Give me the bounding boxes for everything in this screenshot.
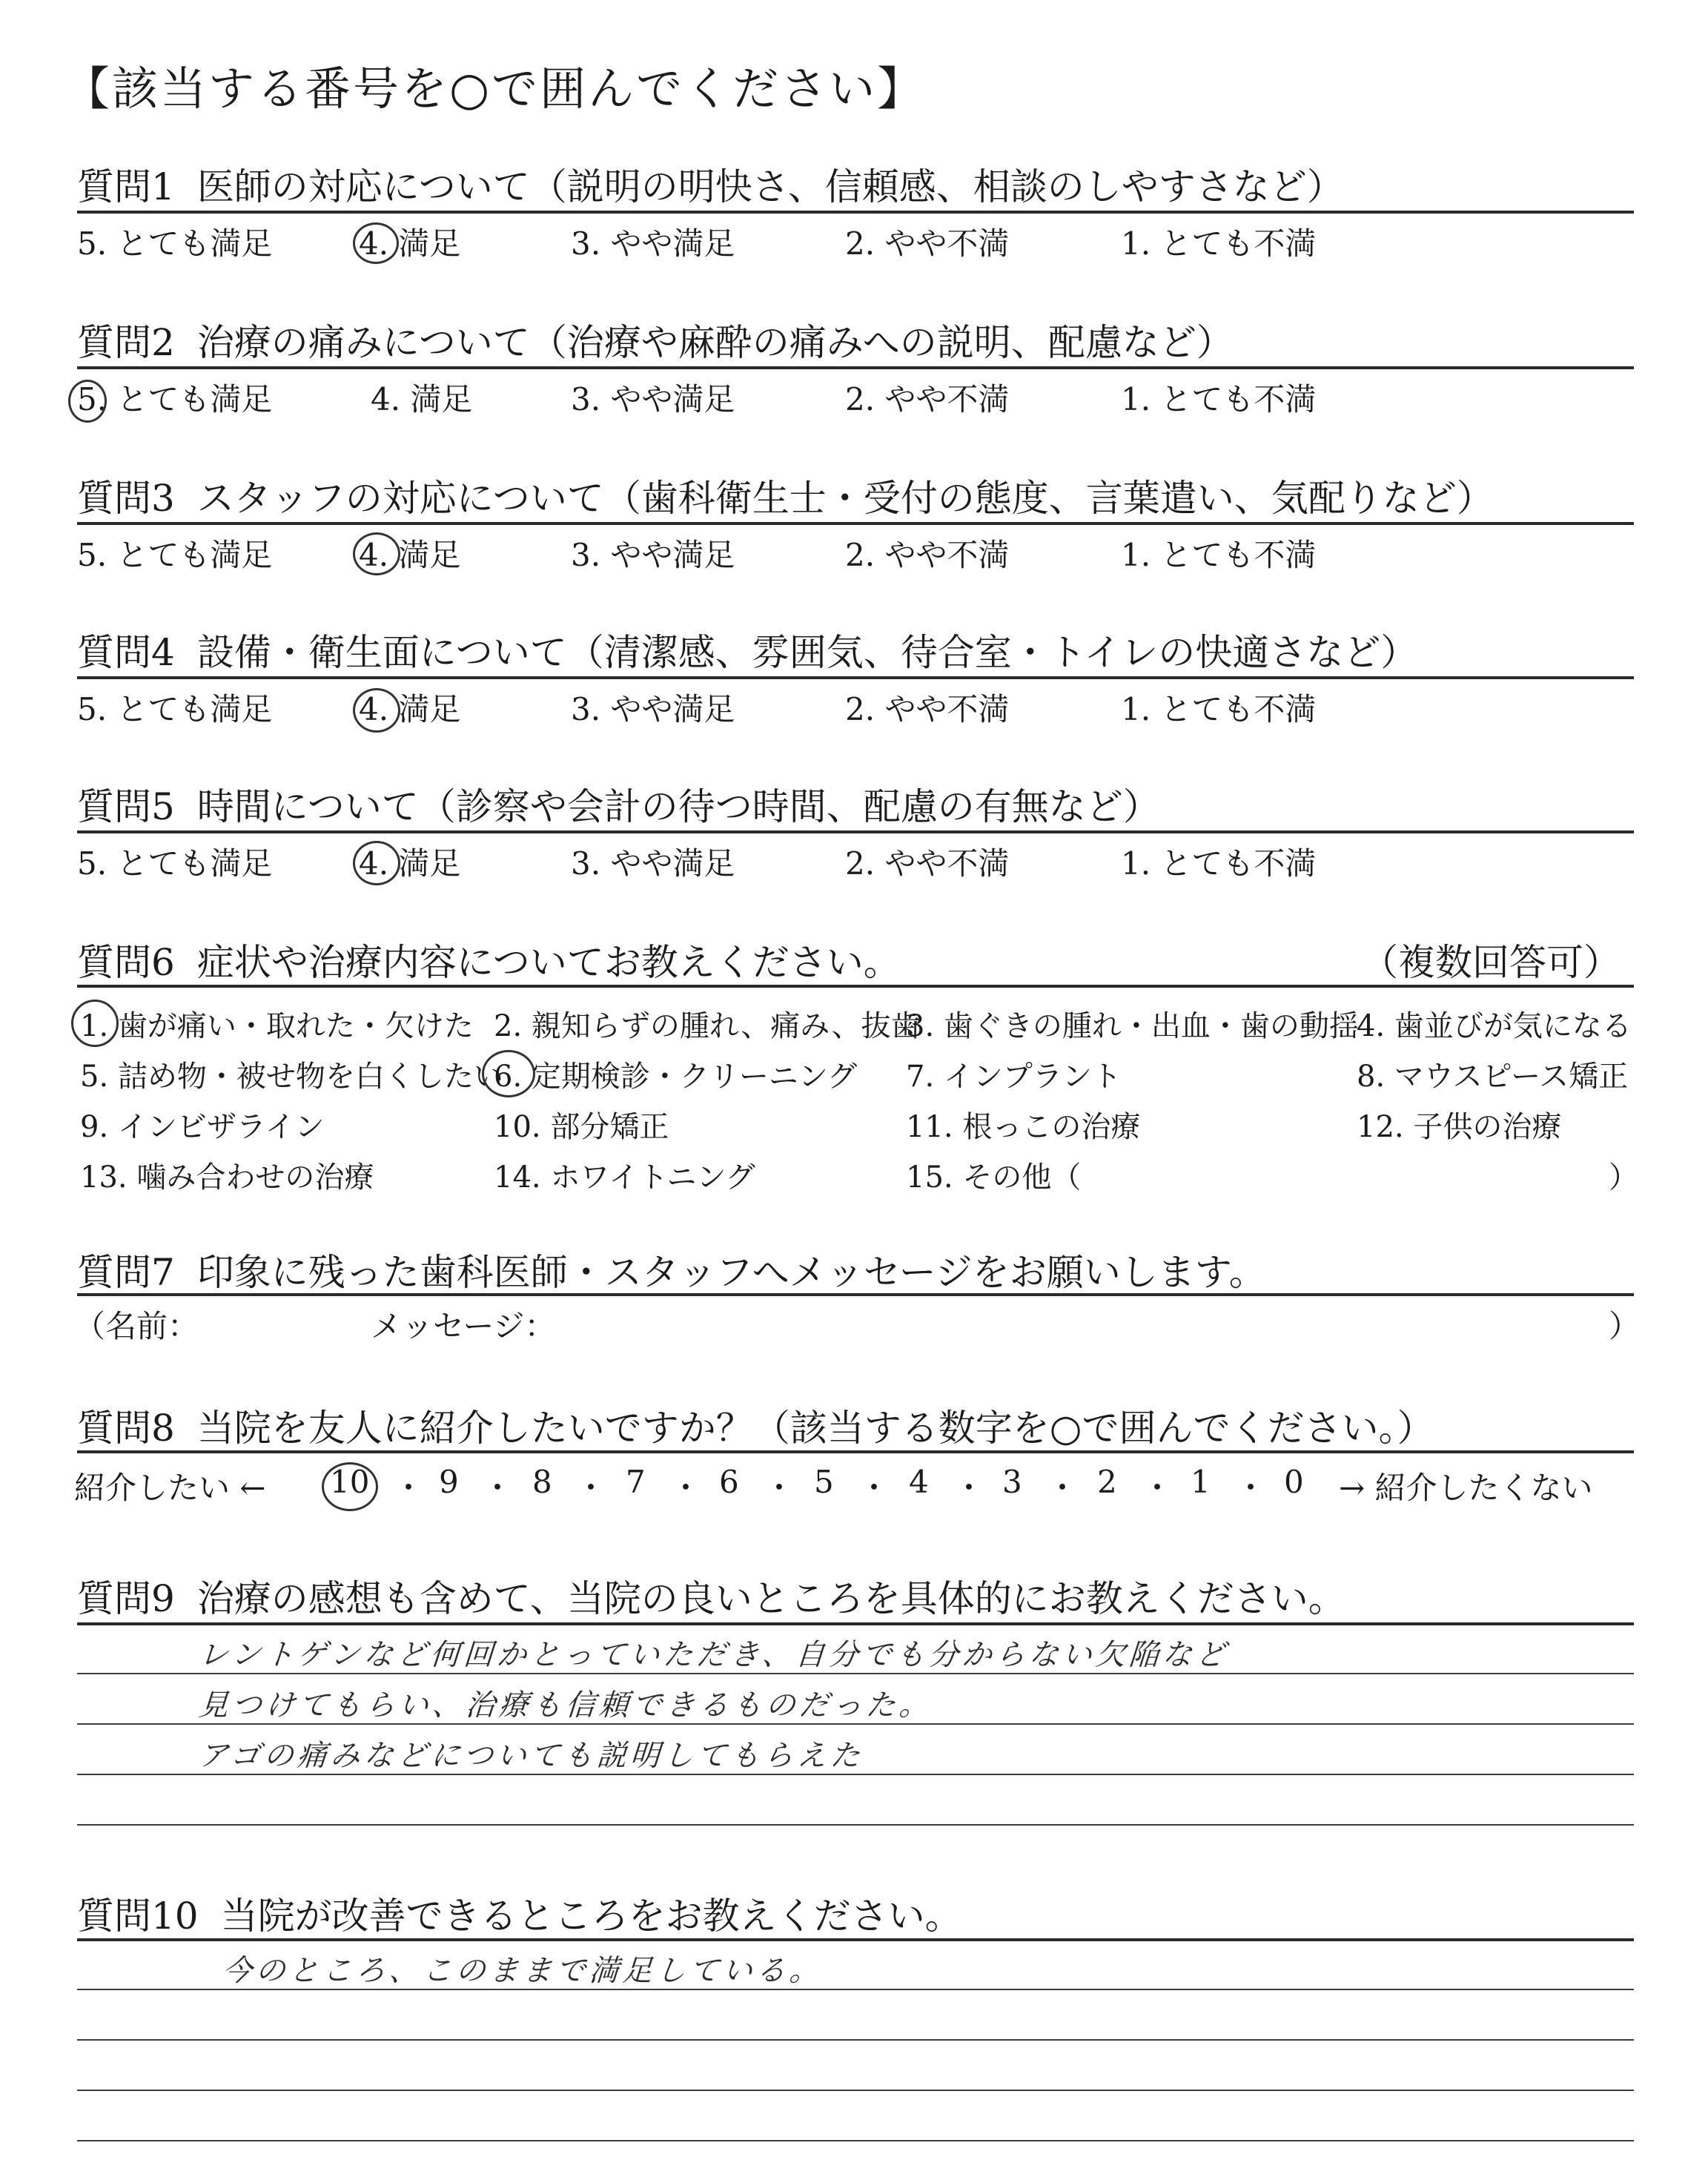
score-2[interactable]: 2 [1097,1464,1117,1500]
divider [77,1450,1634,1453]
option-2[interactable]: 2. やや不満 [845,225,1010,262]
option-4[interactable]: 4. 満足 [371,381,473,417]
symptom-option[interactable]: 5. 詰め物・被せ物を白くしたい [80,1060,503,1094]
handwritten-circle-icon [353,222,399,264]
option-1[interactable]: 1. とても不満 [1121,381,1317,417]
question-text: 当院が改善できるところをお教えください。 [220,1895,962,1938]
handwritten-circle-icon [68,380,107,423]
option-5[interactable]: 5. とても満足 [77,225,273,262]
symptom-option[interactable]: 11. 根っこの治療 [906,1110,1141,1144]
option-3[interactable]: 3. やや満足 [571,845,735,882]
option-5[interactable]: 5. とても満足 [77,537,273,573]
option-3[interactable]: 3. やや満足 [571,225,735,262]
score-separator: ・ [858,1470,890,1506]
handwritten-circle-icon [353,532,400,575]
symptom-option[interactable]: 2. 親知らずの腫れ、痛み、抜歯 [494,1009,921,1043]
question-label: 質問6 [77,941,175,984]
symptom-option[interactable]: 9. インビザライン [80,1110,325,1144]
question-text: 時間について（診察や会計の待つ時間、配慮の有無など） [196,785,1160,828]
symptom-option[interactable]: 1. 歯が痛い・取れた・欠けた [80,1009,474,1043]
handwritten-circle-icon [71,1000,119,1047]
symptom-option[interactable]: 3. 歯ぐきの腫れ・出血・歯の動揺 [906,1009,1359,1043]
symptom-option[interactable]: 10. 部分矯正 [494,1110,669,1144]
score-separator: ・ [482,1470,514,1506]
score-4[interactable]: 4 [909,1464,929,1500]
score-6[interactable]: 6 [719,1464,739,1500]
recommend-label: 紹介したい ← [74,1470,266,1506]
score-7[interactable]: 7 [626,1464,646,1500]
question-text: 医師の対応について（説明の明快さ、信頼感、相談のしやすさなど） [196,165,1344,208]
handwritten-circle-icon [353,688,400,733]
score-8[interactable]: 8 [532,1464,552,1500]
question-label: 質問1 [77,165,175,208]
question-text: スタッフの対応について（歯科衛生士・受付の態度、言葉遣い、気配りなど） [196,477,1494,520]
score-9[interactable]: 9 [439,1464,459,1500]
score-0[interactable]: 0 [1284,1464,1304,1500]
score-separator: ・ [1047,1470,1079,1506]
option-3[interactable]: 3. やや満足 [571,537,735,573]
option-2[interactable]: 2. やや不満 [845,691,1010,727]
question-text: 印象に残った歯科医師・スタッフへメッセージをお願いします。 [196,1251,1266,1294]
question-label: 質問5 [77,785,175,828]
symptom-option[interactable]: 8. マウスピース矯正 [1357,1060,1629,1094]
question-text: 設備・衛生面について（清潔感、雰囲気、待合室・トイレの快適さなど） [196,631,1418,674]
closing-paren: ） [1609,1308,1641,1344]
divider [77,211,1634,214]
question-text: 治療の痛みについて（治療や麻酔の痛みへの説明、配慮など） [196,321,1234,364]
option-1[interactable]: 1. とても不満 [1121,225,1317,262]
score-1[interactable]: 1 [1191,1464,1211,1500]
divider [77,1938,1634,1941]
symptom-option[interactable]: 4. 歯並びが気になる [1357,1009,1632,1043]
divider [77,1622,1634,1625]
option-4[interactable]: 4. 満足 [359,225,461,262]
writing-line [77,1824,1634,1826]
option-1[interactable]: 1. とても不満 [1121,845,1317,882]
symptom-option[interactable]: 15. その他（ [906,1160,1082,1195]
name-label: （名前： [74,1308,199,1344]
question-text: 症状や治療内容についてお教えください。 [196,941,901,984]
option-5[interactable]: 5. とても満足 [77,691,273,727]
question-text: 治療の感想も含めて、当院の良いところを具体的にお教えください。 [196,1577,1345,1620]
option-2[interactable]: 2. やや不満 [845,845,1010,882]
score-separator: ・ [670,1470,702,1506]
symptom-option[interactable]: 6. 定期検診・クリーニング [494,1060,858,1094]
score-separator: ・ [953,1470,985,1506]
divider [77,830,1634,833]
symptom-option[interactable]: 7. インプラント [906,1060,1122,1094]
question-label: 質問3 [77,477,175,520]
score-separator: ・ [393,1470,425,1506]
option-5[interactable]: 5. とても満足 [77,381,273,417]
page-title: 【該当する番号を○で囲んでください】 [64,62,926,116]
option-4[interactable]: 4. 満足 [359,691,461,727]
message-label: メッセージ： [371,1308,556,1344]
question-label: 質問2 [77,321,175,364]
score-separator: ・ [764,1470,795,1506]
writing-line [77,2039,1634,2041]
option-4[interactable]: 4. 満足 [359,537,461,573]
divider [77,985,1634,988]
symptom-option[interactable]: 14. ホワイトニング [494,1160,755,1195]
writing-line [77,2140,1634,2141]
question-label: 質問7 [77,1251,175,1294]
handwritten-answer-line: 今のところ、このままで満足している。 [221,1954,824,1988]
score-10[interactable]: 10 [330,1464,370,1500]
score-5[interactable]: 5 [814,1464,834,1500]
divider [77,676,1634,679]
question-text: 当院を友人に紹介したいですか？（該当する数字を○で囲んでください。） [196,1407,1434,1450]
handwritten-circle-icon [353,841,400,885]
writing-line [77,2090,1634,2091]
symptom-option[interactable]: 13. 噛み合わせの治療 [80,1160,374,1195]
option-2[interactable]: 2. やや不満 [845,381,1010,417]
score-separator: ・ [575,1470,607,1506]
closing-paren: ） [1609,1160,1638,1195]
score-separator: ・ [1142,1470,1174,1506]
multiple-answer-note: （複数回答可） [1361,941,1621,984]
option-5[interactable]: 5. とても満足 [77,845,273,882]
question-label: 質問10 [77,1895,199,1938]
option-4[interactable]: 4. 満足 [359,845,461,882]
option-1[interactable]: 1. とても不満 [1121,691,1317,727]
symptom-option[interactable]: 12. 子供の治療 [1357,1110,1562,1144]
divider [77,366,1634,369]
divider [77,1293,1634,1296]
handwritten-answer-line: レントゲンなど何回かとっていただき、自分でも分からない欠陥など [197,1638,1231,1672]
option-1[interactable]: 1. とても不満 [1121,537,1317,573]
handwritten-answer-line: 見つけてもらい、治療も信頼できるものだった。 [197,1688,934,1723]
score-3[interactable]: 3 [1002,1464,1022,1500]
handwritten-circle-icon [322,1462,378,1511]
question-label: 質問4 [77,631,175,674]
option-2[interactable]: 2. やや不満 [845,537,1010,573]
question-label: 質問9 [77,1577,175,1620]
handwritten-circle-icon [482,1050,535,1097]
option-3[interactable]: 3. やや満足 [571,381,735,417]
not-recommend-label: → 紹介したくない [1339,1470,1593,1506]
handwritten-answer-line: アゴの痛みなどについても説明してもらえた [197,1739,865,1773]
question-label: 質問8 [77,1407,175,1450]
option-3[interactable]: 3. やや満足 [571,691,735,727]
score-separator: ・ [1235,1470,1267,1506]
divider [77,522,1634,525]
